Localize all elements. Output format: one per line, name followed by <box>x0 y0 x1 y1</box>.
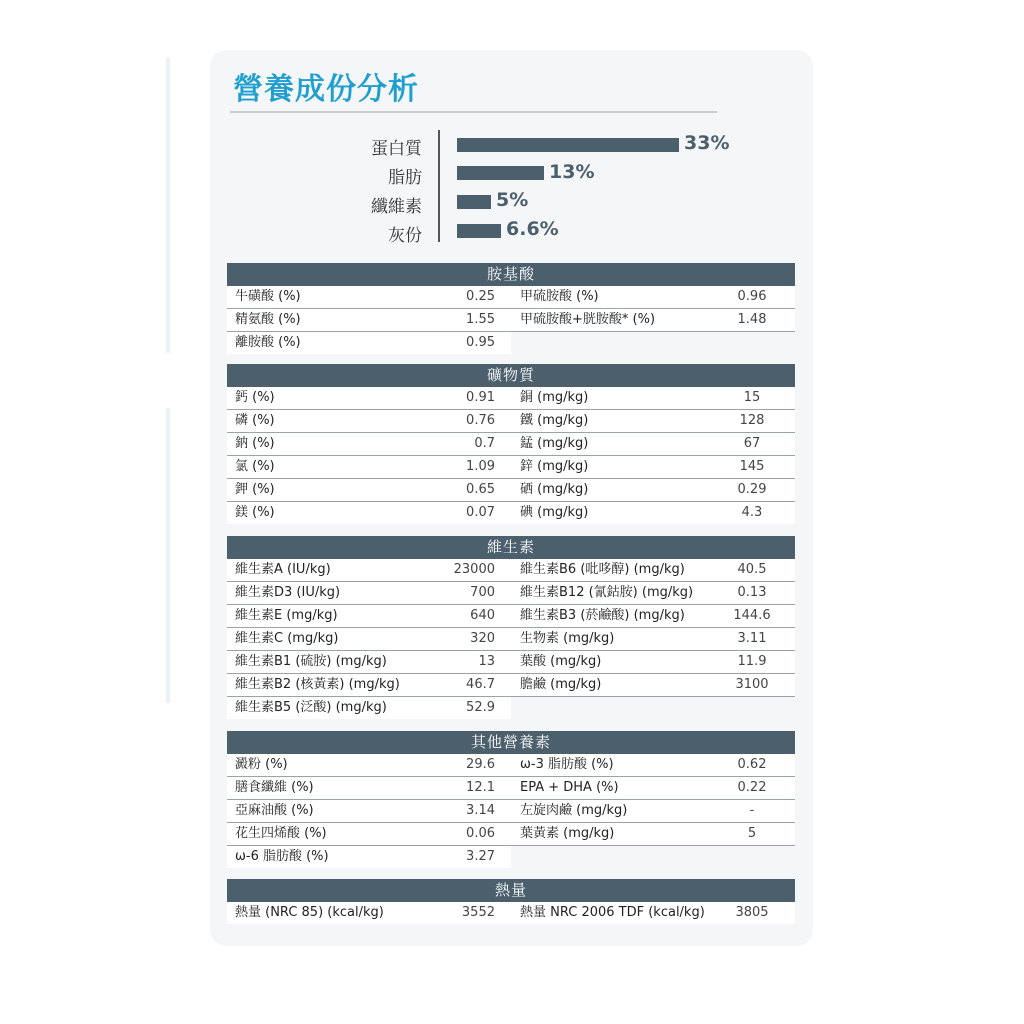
table-row <box>227 902 795 924</box>
nutrient-name: ω-6 脂肪酸 (%) <box>235 849 329 864</box>
nutrient-value: - <box>749 803 755 818</box>
bar <box>457 166 544 180</box>
table-row <box>227 605 795 628</box>
nutrient-value: 0.07 <box>466 505 495 520</box>
table-row <box>227 651 795 674</box>
nutrient-value: 3.14 <box>466 803 495 818</box>
nutrient-name: 磷 (%) <box>235 413 275 428</box>
nutrient-section <box>227 536 795 719</box>
nutrient-section <box>227 364 795 524</box>
nutrient-name: 熱量 NRC 2006 TDF (kcal/kg) <box>520 905 705 920</box>
nutrient-name: 牛磺酸 (%) <box>235 289 301 304</box>
nutrient-name: 亞麻油酸 (%) <box>235 803 314 818</box>
nutrient-name: 鎂 (%) <box>235 505 275 520</box>
table-row <box>227 456 795 479</box>
table-row <box>227 410 795 433</box>
nutrient-name: 維生素B5 (泛酸) (mg/kg) <box>235 700 387 715</box>
nutrient-name: 硒 (mg/kg) <box>520 482 589 497</box>
nutrient-value: 145 <box>739 459 765 474</box>
nutrient-name: 維生素C (mg/kg) <box>235 631 339 646</box>
nutrient-value: 0.91 <box>466 390 495 405</box>
nutrient-value: 3552 <box>461 905 495 920</box>
section-header: 礦物質 <box>227 364 795 387</box>
nutrient-name: 鈉 (%) <box>235 436 275 451</box>
nutrient-value: 5 <box>747 826 757 841</box>
bar-label: 脂肪 <box>388 168 422 188</box>
table-row <box>227 332 795 354</box>
table-row <box>227 433 795 456</box>
bar-value: 33% <box>684 132 730 154</box>
nutrient-value: 11.9 <box>737 654 767 669</box>
nutrient-value: 0.7 <box>474 436 495 451</box>
table-row <box>227 846 795 868</box>
nutrient-value: 3.11 <box>737 631 767 646</box>
nutrient-value: 1.55 <box>466 312 495 327</box>
nutrient-value: 4.3 <box>741 505 763 520</box>
nutrient-value: 23000 <box>453 562 495 577</box>
nutrient-name: 鐵 (mg/kg) <box>520 413 589 428</box>
nutrient-name: 離胺酸 (%) <box>235 335 301 350</box>
nutrient-name: 生物素 (mg/kg) <box>520 631 615 646</box>
nutrient-value: 144.6 <box>733 608 771 623</box>
nutrient-name: 甲硫胺酸 (%) <box>520 289 599 304</box>
nutrient-value: 3100 <box>735 677 769 692</box>
nutrient-section <box>227 879 795 924</box>
nutrient-name: EPA + DHA (%) <box>520 780 619 795</box>
nutrient-name: 維生素A (IU/kg) <box>235 562 331 577</box>
nutrient-name: 氯 (%) <box>235 459 275 474</box>
bar-label: 蛋白質 <box>371 139 422 159</box>
nutrient-value: 13 <box>478 654 495 669</box>
nutrient-name: 精氨酸 (%) <box>235 312 301 327</box>
nutrient-name: 維生素B2 (核黃素) (mg/kg) <box>235 677 400 692</box>
nutrient-value: 0.95 <box>466 335 495 350</box>
table-row <box>227 823 795 846</box>
nutrient-value: 15 <box>743 390 761 405</box>
nutrient-value: 0.96 <box>737 289 767 304</box>
nutrient-name: 花生四烯酸 (%) <box>235 826 327 841</box>
section-header: 其他營養素 <box>227 731 795 754</box>
nutrient-value: 320 <box>470 631 495 646</box>
nutrient-name: 甲硫胺酸+胱胺酸* (%) <box>520 312 656 327</box>
page-title: 營養成份分析 <box>233 72 419 107</box>
nutrient-value: 700 <box>470 585 495 600</box>
table-row <box>227 754 795 777</box>
table-row <box>227 309 795 332</box>
nutrient-value: 128 <box>739 413 765 428</box>
nutrient-value: 46.7 <box>466 677 495 692</box>
nutrient-name: 膽鹼 (mg/kg) <box>520 677 602 692</box>
nutrient-value: 67 <box>743 436 761 451</box>
left-edge-line <box>166 408 170 703</box>
table-row <box>227 479 795 502</box>
nutrient-name: 維生素E (mg/kg) <box>235 608 338 623</box>
nutrient-value: 0.22 <box>737 780 767 795</box>
nutrient-name: ω-3 脂肪酸 (%) <box>520 757 614 772</box>
nutrient-name: 左旋肉鹼 (mg/kg) <box>520 803 628 818</box>
bar-label: 纖維素 <box>371 197 422 217</box>
nutrient-name: 鉀 (%) <box>235 482 275 497</box>
nutrient-value: 0.25 <box>466 289 495 304</box>
table-row <box>227 800 795 823</box>
section-header: 熱量 <box>227 879 795 902</box>
nutrient-name: 葉黃素 (mg/kg) <box>520 826 615 841</box>
bar-label: 灰份 <box>388 226 422 246</box>
table-row <box>227 628 795 651</box>
table-row <box>227 697 795 719</box>
left-edge-line <box>166 58 170 353</box>
title-divider <box>230 111 717 113</box>
nutrient-name: 葉酸 (mg/kg) <box>520 654 602 669</box>
bar <box>457 195 491 209</box>
nutrient-value: 0.29 <box>737 482 767 497</box>
empty-cell <box>511 697 795 719</box>
table-row <box>227 559 795 582</box>
nutrient-value: 0.13 <box>737 585 767 600</box>
empty-cell <box>511 332 795 354</box>
table-row <box>227 387 795 410</box>
bar-value: 5% <box>496 189 529 211</box>
nutrient-section <box>227 263 795 354</box>
nutrient-value: 0.06 <box>466 826 495 841</box>
nutrient-name: 維生素B3 (菸鹼酸) (mg/kg) <box>520 608 685 623</box>
nutrient-value: 3805 <box>735 905 769 920</box>
nutrient-value: 640 <box>470 608 495 623</box>
nutrient-name: 維生素B1 (硫胺) (mg/kg) <box>235 654 387 669</box>
nutrient-value: 52.9 <box>466 700 495 715</box>
nutrient-value: 29.6 <box>466 757 495 772</box>
nutrient-value: 0.76 <box>466 413 495 428</box>
nutrient-value: 3.27 <box>466 849 495 864</box>
table-row <box>227 777 795 800</box>
nutrient-value: 12.1 <box>466 780 495 795</box>
nutrient-value: 1.09 <box>466 459 495 474</box>
nutrient-value: 0.65 <box>466 482 495 497</box>
section-header: 胺基酸 <box>227 263 795 286</box>
bar-axis <box>438 130 440 242</box>
nutrient-value: 0.62 <box>737 757 767 772</box>
nutrient-name: 鋅 (mg/kg) <box>520 459 589 474</box>
nutrient-value: 40.5 <box>737 562 767 577</box>
nutrient-name: 銅 (mg/kg) <box>520 390 589 405</box>
nutrient-name: 鈣 (%) <box>235 390 275 405</box>
table-row <box>227 674 795 697</box>
nutrient-value: 1.48 <box>737 312 767 327</box>
section-header: 維生素 <box>227 536 795 559</box>
bar <box>457 138 679 152</box>
bar-value: 6.6% <box>506 218 559 240</box>
empty-cell <box>511 846 795 868</box>
nutrient-name: 維生素D3 (IU/kg) <box>235 585 341 600</box>
nutrient-name: 碘 (mg/kg) <box>520 505 589 520</box>
table-row <box>227 502 795 524</box>
nutrient-name: 維生素B12 (氰鈷胺) (mg/kg) <box>520 585 694 600</box>
nutrient-name: 澱粉 (%) <box>235 757 288 772</box>
bar <box>457 224 501 238</box>
table-row <box>227 286 795 309</box>
nutrient-name: 膳食纖維 (%) <box>235 780 314 795</box>
nutrient-name: 維生素B6 (吡哆醇) (mg/kg) <box>520 562 685 577</box>
nutrient-section <box>227 731 795 868</box>
table-row <box>227 582 795 605</box>
nutrient-name: 熱量 (NRC 85) (kcal/kg) <box>235 905 384 920</box>
bar-value: 13% <box>549 161 595 183</box>
nutrient-name: 錳 (mg/kg) <box>520 436 589 451</box>
